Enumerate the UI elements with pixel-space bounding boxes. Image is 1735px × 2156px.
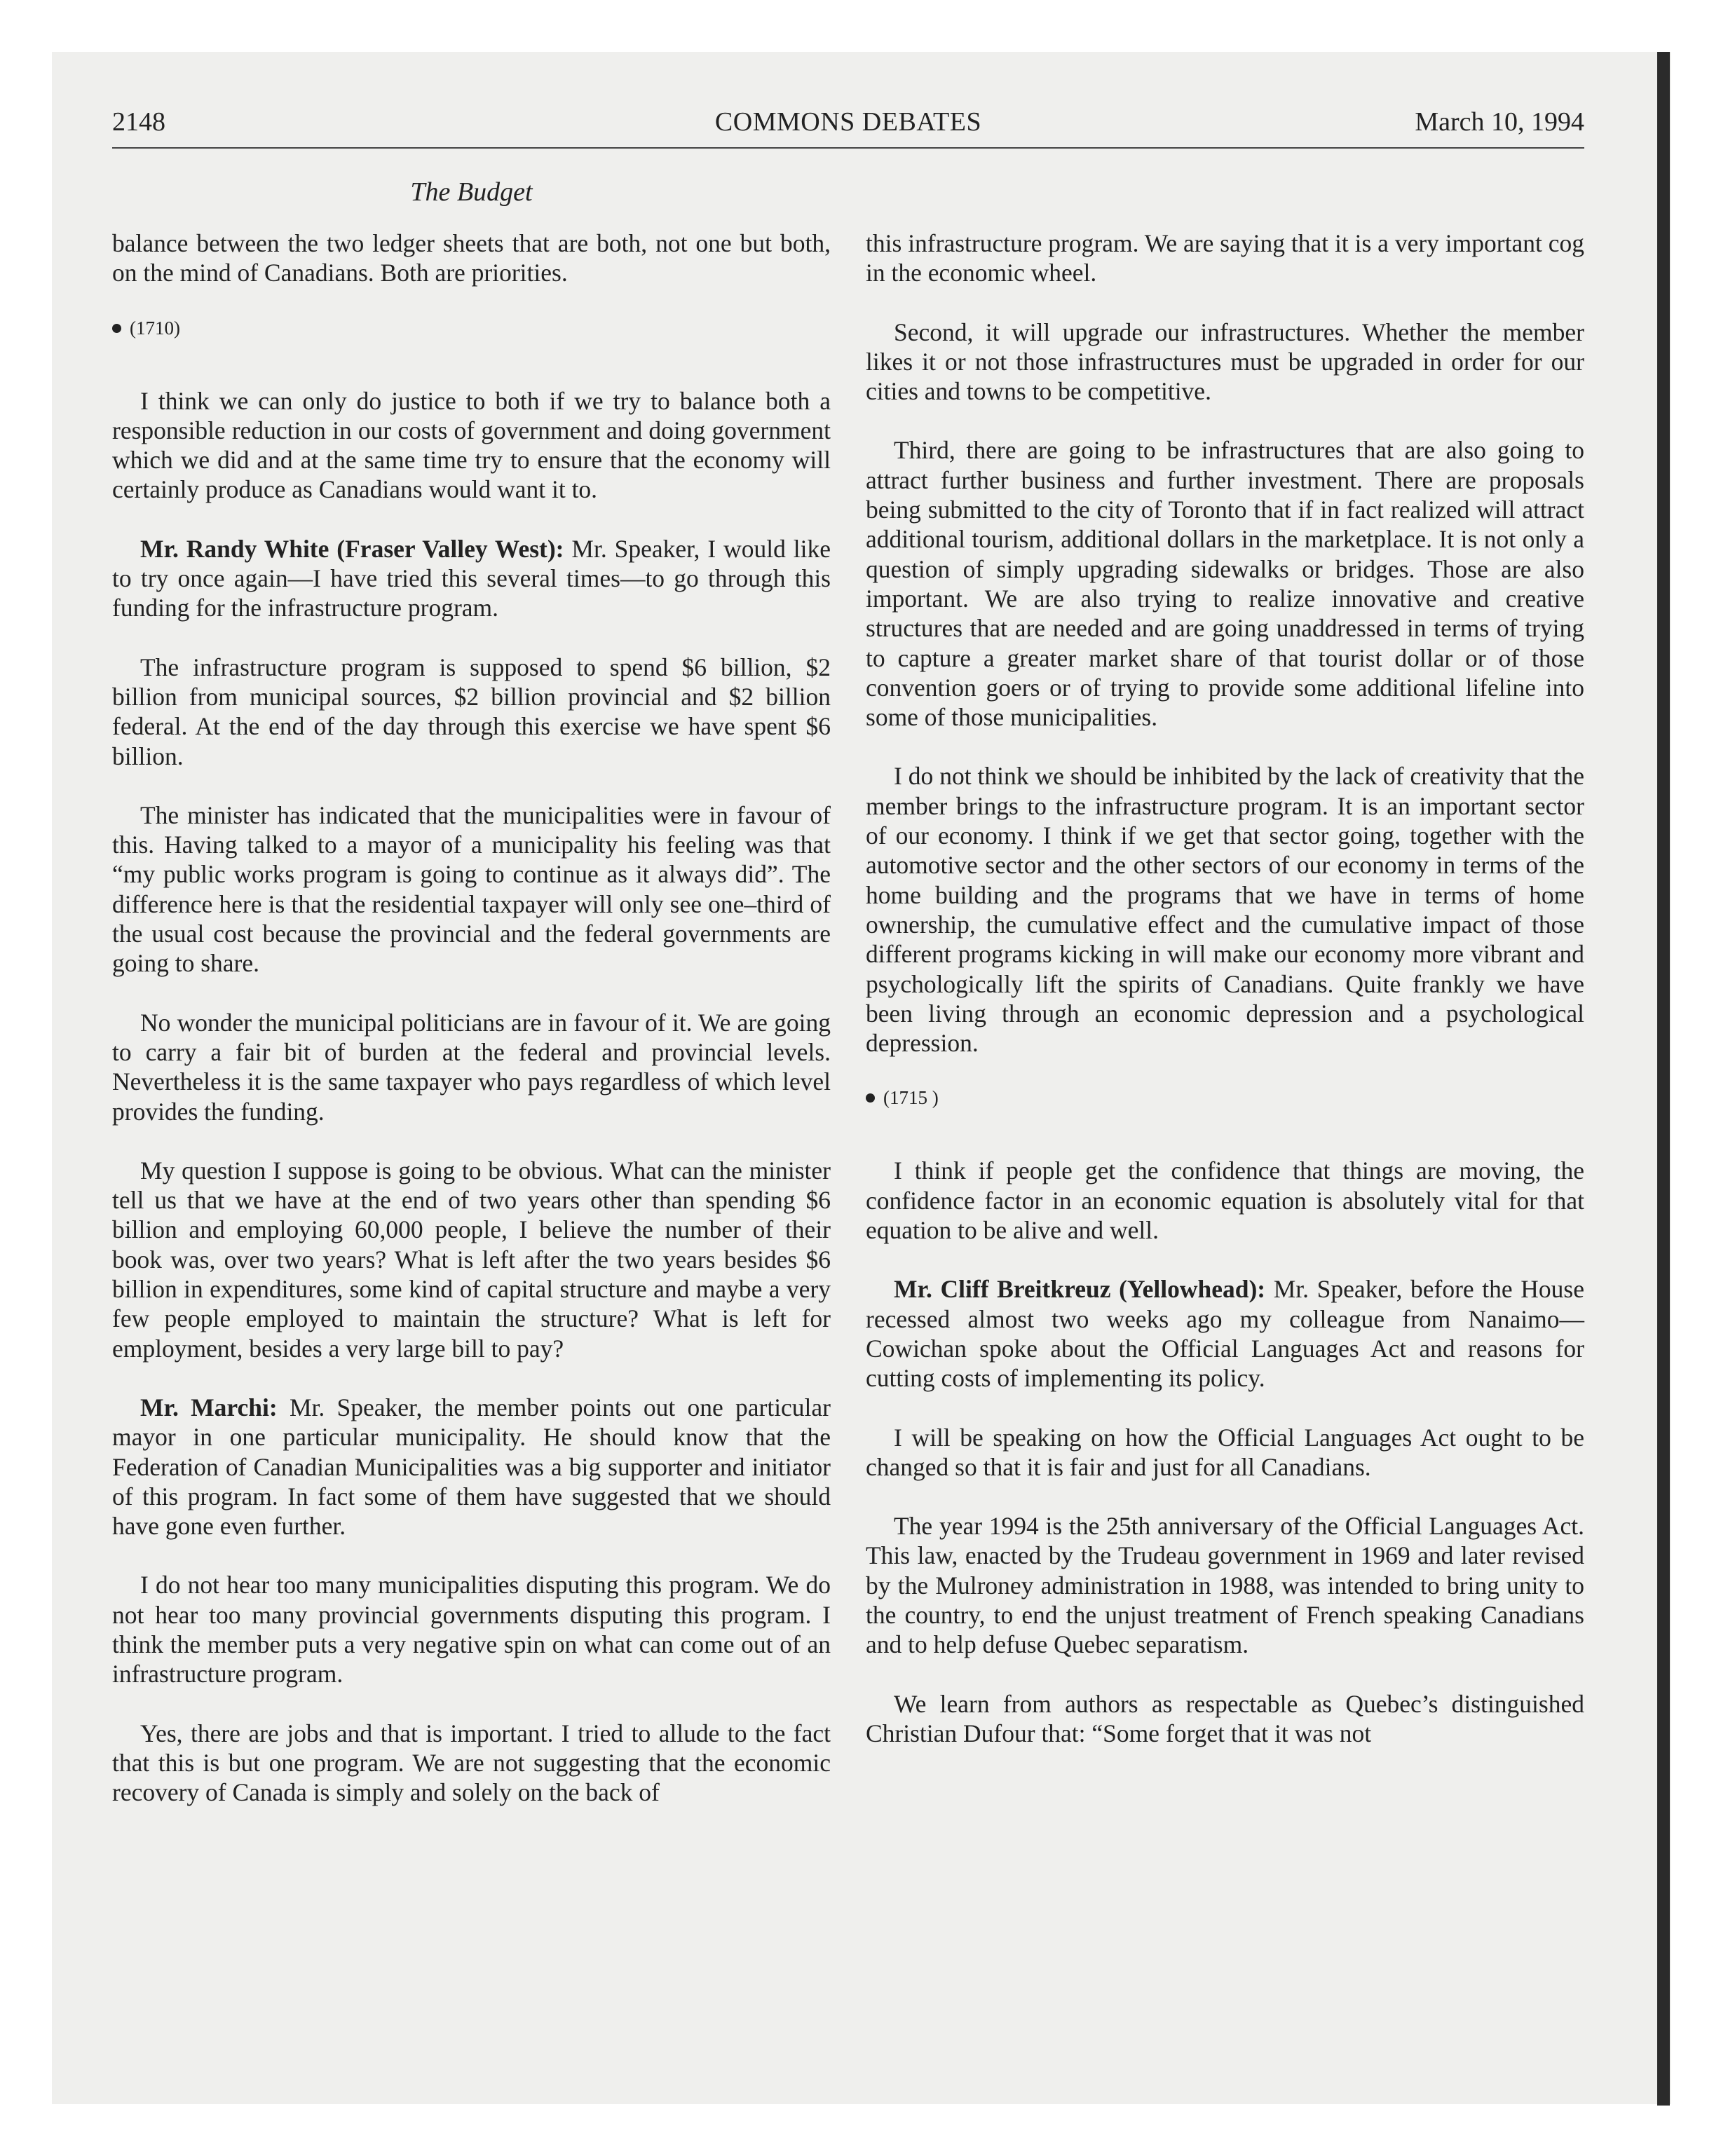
speech-text: Mr. Speaker, before the House recessed almost two weeks ago my colleague from Nanaimo—Cowichan spoke about the Official Languages Act and reasons for cutting costs of implementing its policy. bbox=[866, 1275, 1584, 1393]
section-heading: The Budget bbox=[410, 177, 533, 207]
journal-title: COMMONS DEBATES bbox=[714, 107, 982, 137]
timestamp-marker bbox=[866, 1087, 1584, 1108]
right-column bbox=[866, 228, 1584, 1778]
speaker-name: Mr. Cliff Breitkreuz (Yellowhead): bbox=[894, 1275, 1266, 1304]
speech-text: Mr. Speaker, I would like to try once again—I have tried this several times—to go through this funding for the infrastructure program. bbox=[112, 534, 831, 622]
page-number: 2148 bbox=[112, 107, 165, 137]
paragraph: The minister has indicated that the municipalities were in favour of this. Having talked to a mayor of a municipality his feeling was that “my public works program is going to continue as it always did”. The difference here is that the residential taxpayer will only see one–third of the usual cost because the provincial and the federal governments are going to share. bbox=[112, 800, 831, 978]
paragraph: I think we can only do justice to both if we try to balance both a responsible reduction in our costs of government and doing government which we did and at the same time try to ensure that the economy will certainly produce as Canadians would want it to. bbox=[112, 386, 831, 504]
timestamp-marker bbox=[112, 318, 831, 339]
bullet-icon bbox=[112, 324, 121, 333]
speaker-name: Mr. Randy White (Fraser Valley West): bbox=[140, 534, 564, 563]
paragraph: We learn from authors as respectable as Quebec’s distinguished Christian Dufour that: “Some forget that it was not bbox=[866, 1689, 1584, 1747]
paragraph: No wonder the municipal politicians are in favour of it. We are going to carry a fair bit of burden at the federal and provincial levels. Nevertheless it is the same taxpayer who pays regardless of which level provides the funding. bbox=[112, 1008, 831, 1126]
speaker-name: Mr. Marchi: bbox=[140, 1393, 278, 1421]
header-rule bbox=[112, 147, 1584, 149]
speech-paragraph bbox=[112, 1393, 831, 1541]
bullet-icon bbox=[866, 1093, 875, 1103]
left-column bbox=[112, 228, 831, 1836]
paragraph: Second, it will upgrade our infrastructures. Whether the member likes it or not those infrastructures must be upgraded in order for our cities and towns to be competitive. bbox=[866, 318, 1584, 406]
paragraph: I do not think we should be inhibited by the lack of creativity that the member brings to the infrastructure program. It is an important sector of our economy. I think if we get that sector going, together with the automotive sector and the other sectors of our economy in terms of the home building and the programs that we have in terms of home ownership, the cumulative effect and the cumulative impact of those different programs kicking in will make our economy more vibrant and psychologically lift the spirits of Canadians. Quite frankly we have been living through an economic depression and a psychological depression. bbox=[866, 762, 1584, 1058]
paragraph: Third, there are going to be infrastructures that are also going to attract further business and further investment. There are proposals being submitted to the city of Toronto that if in fact realized will attract additional tourism, additional dollars in the marketplace. It is not only a question of simply upgrading sidewalks or bridges. Those are also important. We are also trying to realize innovative and creative structures that are needed and are going unaddressed in terms of trying to capture a greater market share of that tourist dollar or of those convention goers or of trying to provide some additional lifeline into some of those municipalities. bbox=[866, 436, 1584, 732]
paragraph: The infrastructure program is supposed to spend $6 billion, $2 billion from municipal sources, $2 billion provincial and $2 billion federal. At the end of the day through this exercise we have spent $6 billion. bbox=[112, 653, 831, 770]
paragraph: I think if people get the confidence that things are moving, the confidence factor in an economic equation is absolutely vital for that equation to be alive and well. bbox=[866, 1157, 1584, 1245]
speech-paragraph bbox=[112, 534, 831, 623]
paragraph: My question I suppose is going to be obvious. What can the minister tell us that we have at the end of two years other than spending $6 billion and employing 60,000 people, I believe the number of their book was, over two years? What is left after the two years besides $6 billion in expenditures, some kind of capital structure and maybe a very few people employed to maintain the structure? What is left for employment, besides a very large bill to pay? bbox=[112, 1156, 831, 1363]
paragraph: balance between the two ledger sheets that are both, not one but both, on the mind of Canadians. Both are priorities. bbox=[112, 229, 831, 287]
binding-edge bbox=[1657, 52, 1670, 2106]
paragraph: I will be speaking on how the Official Languages Act ought to be changed so that it is fair and just for all Canadians. bbox=[866, 1423, 1584, 1481]
speech-paragraph bbox=[866, 1274, 1584, 1393]
page-header bbox=[112, 107, 1584, 149]
timestamp-text: (1710) bbox=[130, 317, 180, 339]
speech-text: Mr. Speaker, the member points out one particular mayor in one particular municipality. He should know that the Federation of Canadian Municipalities was a big supporter and initiator of this program. In fact some of them have suggested that we should have gone even further. bbox=[112, 1393, 831, 1541]
issue-date: March 10, 1994 bbox=[1415, 107, 1584, 137]
paragraph: Yes, there are jobs and that is important. I tried to allude to the fact that this is but one program. We are not suggesting that the economic recovery of Canada is simply and solely on the back of bbox=[112, 1719, 831, 1807]
paragraph: I do not hear too many municipalities disputing this program. We do not hear too many provincial governments disputing this program. I think the member puts a very negative spin on what can come out of an infrastructure program. bbox=[112, 1571, 831, 1688]
timestamp-text: (1715 ) bbox=[883, 1087, 939, 1109]
paragraph: this infrastructure program. We are saying that it is a very important cog in the economic wheel. bbox=[866, 229, 1584, 287]
paragraph: The year 1994 is the 25th anniversary of the Official Languages Act. This law, enacted by the Trudeau government in 1969 and later revised by the Mulroney administration in 1988, was intended to bring unity to the country, to end the unjust treatment of French speaking Canadians and to help defuse Quebec separatism. bbox=[866, 1512, 1584, 1659]
